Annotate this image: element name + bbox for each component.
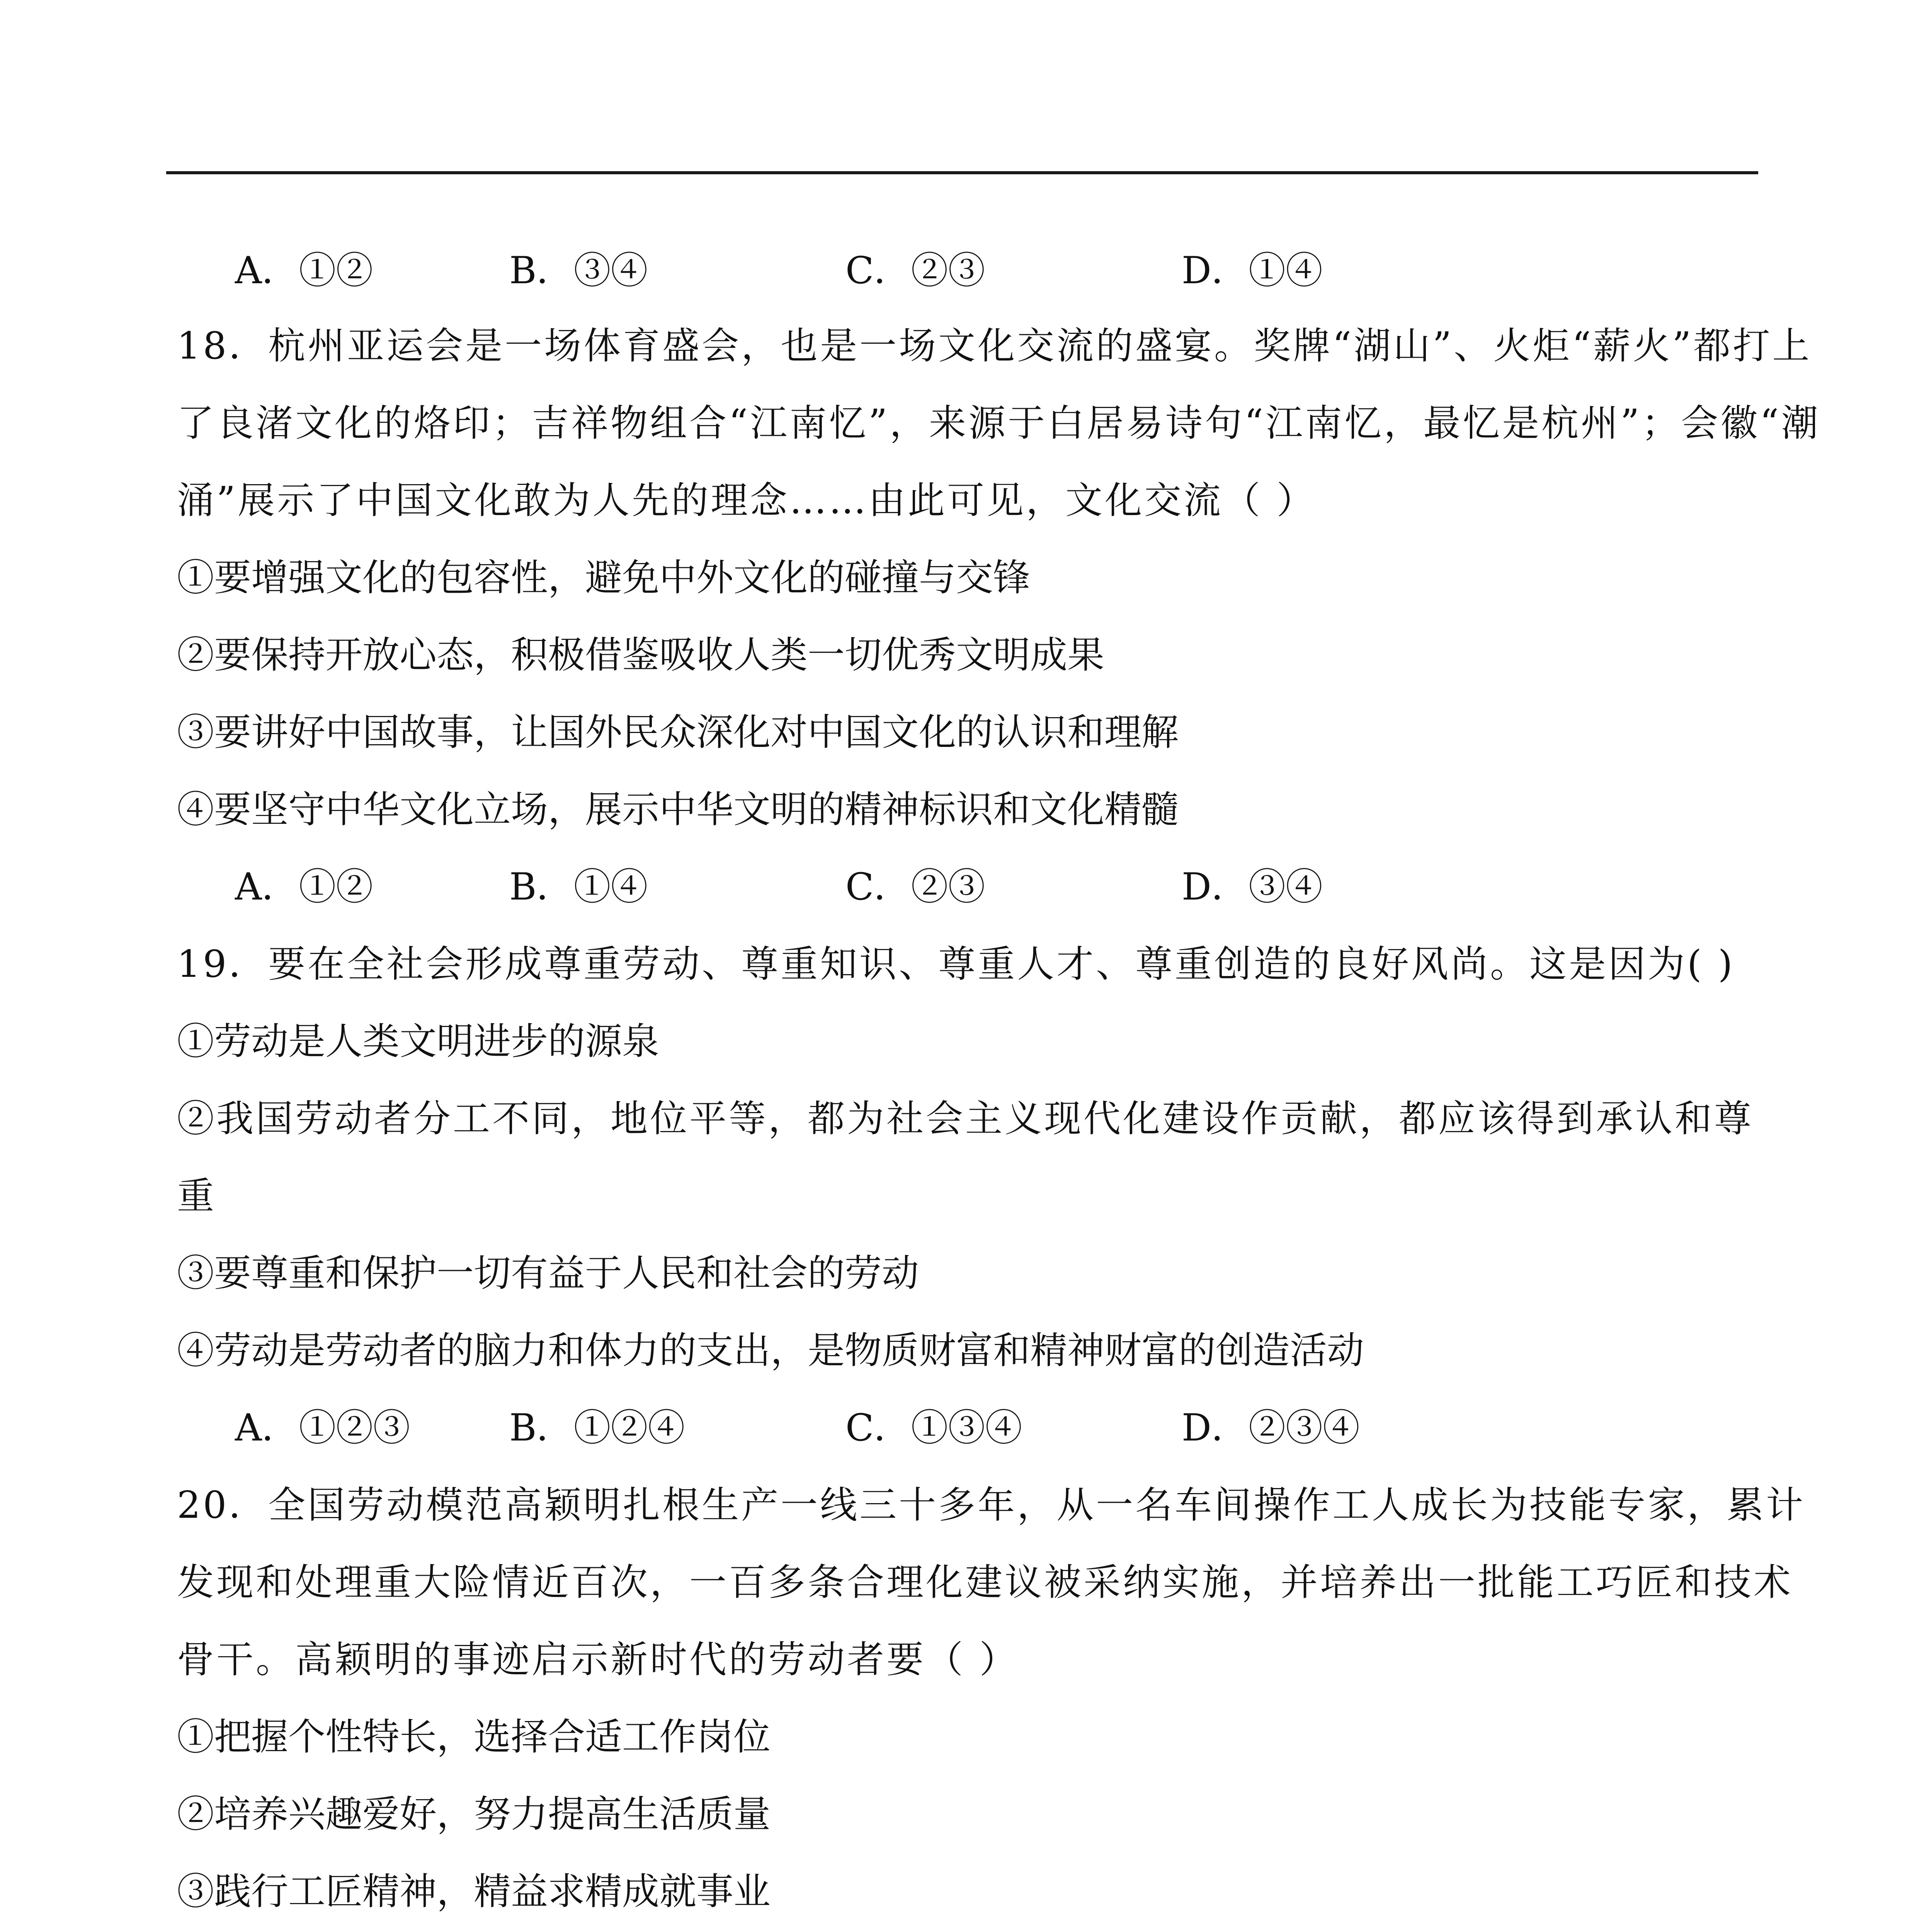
q18-option-c: C．②③	[845, 865, 985, 908]
q18-item-1: ①要增强文化的包容性，避免中外文化的碰撞与交锋	[177, 556, 1030, 599]
q20-stem-line-2: 发现和处理重大险情近百次，一百多条合理化建议被采纳实施，并培养出一批能工巧匠和技术	[177, 1561, 1793, 1604]
q18-stem-line-2: 了良渚文化的烙印；吉祥物组合“江南忆”，来源于白居易诗句“江南忆，最忆是杭州”；会徽“潮	[177, 401, 1821, 445]
q20-stem-line-1: 20．全国劳动模范高颖明扎根生产一线三十多年，从一名车间操作工人成长为技能专家，累计	[177, 1483, 1806, 1527]
q18-item-3: ③要讲好中国故事，让国外民众深化对中国文化的认识和理解	[177, 711, 1179, 754]
q17-option-b: B．③④	[509, 249, 648, 292]
header-rule	[166, 171, 1758, 174]
q20-item-3: ③践行工匠精神，精益求精成就事业	[177, 1870, 771, 1913]
q19-option-b: B．①②④	[509, 1406, 685, 1449]
q17-option-a: A．①②	[235, 249, 373, 292]
q20-item-1: ①把握个性特长，选择合适工作岗位	[177, 1715, 771, 1759]
q19-item-2-cont: 重	[177, 1174, 214, 1218]
q19-item-3: ③要尊重和保护一切有益于人民和社会的劳动	[177, 1252, 919, 1295]
q19-stem-line-1: 19．要在全社会形成尊重劳动、尊重知识、尊重人才、尊重创造的良好风尚。这是因为( )	[177, 942, 1735, 986]
q19-option-d: D．②③④	[1182, 1406, 1360, 1449]
q19-options-row	[177, 1405, 1761, 1451]
q18-stem-line-1: 18．杭州亚运会是一场体育盛会，也是一场文化交流的盛宴。奖牌“湖山”、火炬“薪火”都打上	[177, 324, 1812, 367]
q18-item-2: ②要保持开放心态，积极借鉴吸收人类一切优秀文明成果	[177, 633, 1104, 677]
q19-item-4: ④劳动是劳动者的脑力和体力的支出，是物质财富和精神财富的创造活动	[177, 1329, 1364, 1372]
q18-option-b: B．①④	[509, 865, 648, 908]
q18-option-a: A．①②	[235, 865, 373, 908]
q18-option-d: D．③④	[1182, 865, 1323, 908]
q20-stem-line-3: 骨干。高颖明的事迹启示新时代的劳动者要（ ）	[177, 1638, 1019, 1681]
q18-options-row	[177, 864, 1761, 910]
q20-item-2: ②培养兴趣爱好，努力提高生活质量	[177, 1793, 771, 1836]
q19-option-a: A．①②③	[235, 1406, 410, 1449]
q18-stem-line-3: 涌”展示了中国文化敢为人先的理念……由此可见，文化交流（ ）	[177, 479, 1316, 522]
q17-options-row	[177, 247, 1761, 294]
q19-item-1: ①劳动是人类文明进步的源泉	[177, 1020, 659, 1063]
q19-option-c: C．①③④	[845, 1406, 1022, 1449]
q17-option-c: C．②③	[845, 249, 985, 292]
q19-item-2: ②我国劳动者分工不同，地位平等，都为社会主义现代化建设作贡献，都应该得到承认和尊	[177, 1097, 1754, 1140]
q17-option-d: D．①④	[1182, 249, 1323, 292]
q18-item-4: ④要坚守中华文化立场，展示中华文明的精神标识和文化精髓	[177, 788, 1179, 831]
